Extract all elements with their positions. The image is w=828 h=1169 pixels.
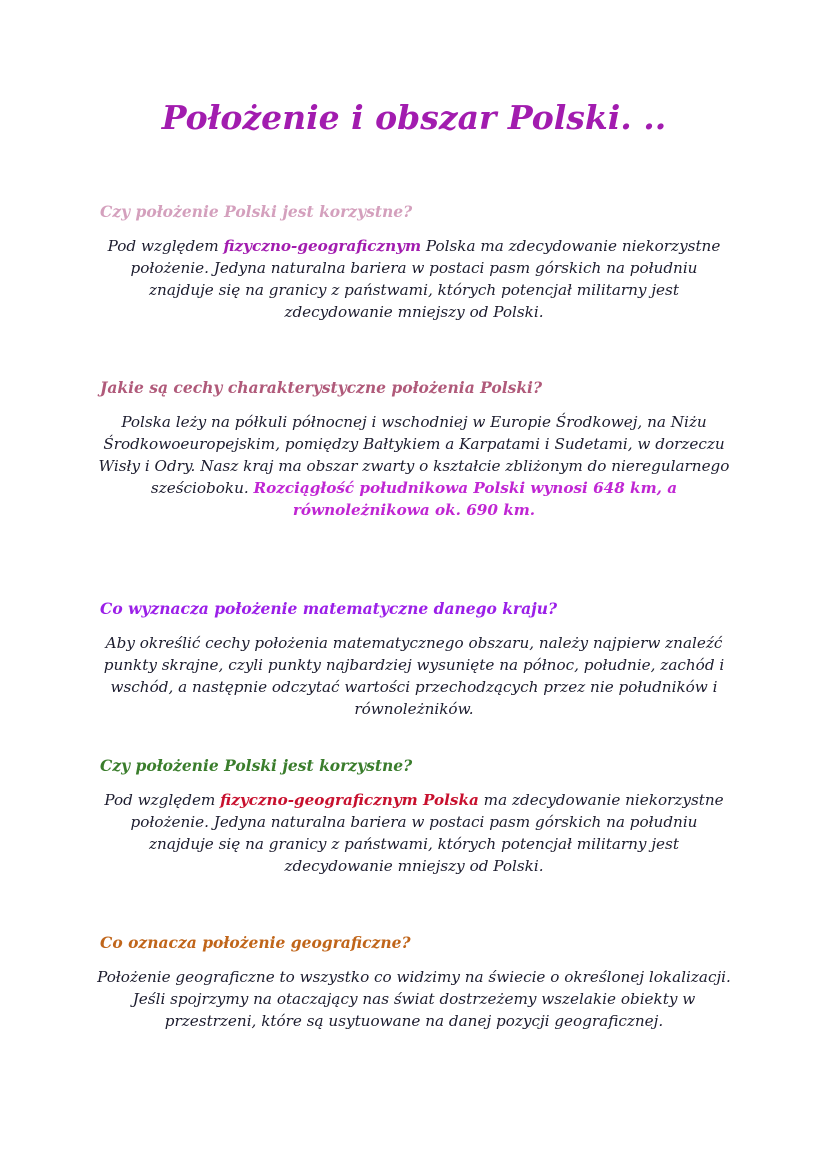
section-2-text: Polska leży na półkuli północnej i wschodniej w Europie Środkowej, na Niżu Środkowoeuropejskim, pomiędzy Bałtykiem a Karpatami i Sudetami, w dorzeczu Wisły i Odry. Nasz kraj ma obszar zwarty o kształcie zbliżonym do nieregularnego sześcioboku.: [98, 413, 730, 497]
section-5-question: Co oznacza położenie geograficzne?: [100, 933, 411, 952]
section-4-paragraph: [96, 789, 732, 877]
section-5-paragraph: Położenie geograficzne to wszystko co widzimy na świecie o określonej lokalizacji. Jeśli spojrzymy na otaczający nas świat dostrzeżemy wszelakie obiekty w przestrzeni, które są usytuowane na danej pozycji geograficznej.: [97, 968, 731, 1030]
section-1-text-pre: Pod względem: [107, 237, 224, 255]
page-title: Położenie i obszar Polski. ..: [161, 98, 667, 137]
section-4-question: Czy położenie Polski jest korzystne?: [100, 756, 413, 775]
section-4-text-post: ma zdecydowanie niekorzystne położenie. Jedyna naturalna bariera w postaci pasm górskich na południu znajduje się na granicy z państwami, których potencjał militarny jest zdecydowanie mniejszy od Polski.: [130, 791, 724, 875]
section-4-emphasis: fizyczno-geograficznym Polska: [220, 791, 479, 809]
section-2-paragraph: [96, 411, 732, 521]
section-1-question: Czy położenie Polski jest korzystne?: [100, 202, 413, 221]
section-1-text-post: Polska ma zdecydowanie niekorzystne położenie. Jedyna naturalna bariera w postaci pasm górskich na południu znajduje się na granicy z państwami, których potencjał militarny jest zdecydowanie mniejszy od Polski.: [130, 237, 721, 321]
section-1-paragraph: [96, 235, 732, 323]
section-2-emphasis: Rozciągłość południkowa Polski wynosi 648 km, a równoleżnikowa ok. 690 km.: [253, 479, 678, 519]
section-3-question: Co wyznacza położenie matematyczne danego kraju?: [100, 599, 558, 618]
section-2-question: Jakie są cechy charakterystyczne położenia Polski?: [100, 378, 543, 397]
section-3-paragraph: Aby określić cechy położenia matematycznego obszaru, należy najpierw znaleźć punkty skrajne, czyli punkty najbardziej wysunięte na północ, południe, zachód i wschód, a następnie odczytać wartości przechodzących przez nie południków i równoleżników.: [103, 634, 725, 718]
section-1-emphasis: fizyczno-geograficznym: [223, 237, 422, 255]
section-4-text-pre: Pod względem: [104, 791, 221, 809]
